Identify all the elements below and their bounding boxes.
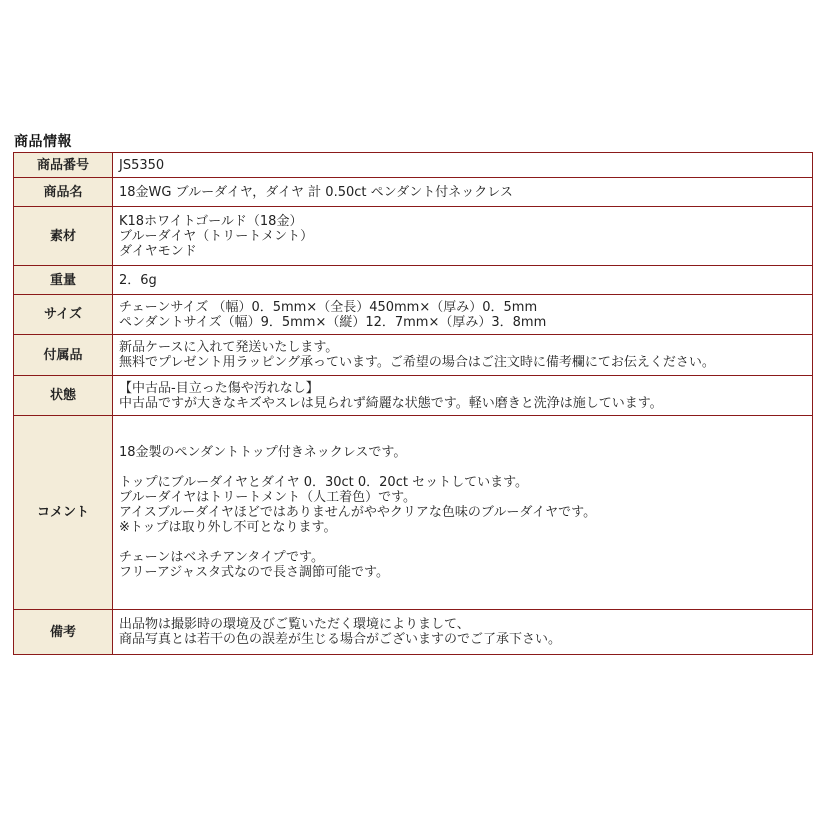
value-line: チェーンはベネチアンタイプです。 (119, 550, 325, 565)
value-line: 18金WG ブルーダイヤ，ダイヤ 計 0.50ct ペンダント付ネックレス (119, 184, 513, 200)
row-label-comment: コメント (14, 416, 113, 610)
row-label-material: 素材 (14, 207, 113, 266)
row-label-remarks: 備考 (14, 610, 113, 655)
value-line: ブルーダイヤはトリートメント（人工着色）です。 (119, 490, 417, 505)
value-line: K18ホワイトゴールド（18金） (119, 213, 303, 229)
value-line: JS5350 (119, 157, 165, 173)
row-value-product-number (113, 153, 813, 178)
info-row-comment (14, 416, 813, 610)
row-label-product-name: 商品名 (14, 178, 113, 207)
info-row-accessories (14, 335, 813, 376)
value-line: トップにブルーダイヤとダイヤ 0．30ct 0．20ct セットしています。 (119, 475, 529, 490)
value-line: 2．6g (119, 272, 157, 288)
row-value-size (113, 295, 813, 335)
value-line: チェーンサイズ （幅）0．5mm×（全長）450mm×（厚み）0．5mm (119, 299, 538, 315)
value-line: 18金製のペンダントトップ付きネックレスです。 (119, 445, 407, 460)
value-line (119, 535, 806, 550)
value-line: ダイヤモンド (119, 243, 197, 259)
value-line (119, 460, 806, 475)
value-line: ブルーダイヤ（トリートメント） (119, 228, 314, 244)
value-line: 【中古品-目立った傷や汚れなし】 (119, 380, 319, 396)
value-line (119, 430, 806, 445)
row-label-size: サイズ (14, 295, 113, 335)
row-label-condition: 状態 (14, 376, 113, 416)
info-row-product-name (14, 178, 813, 207)
row-value-accessories (113, 335, 813, 376)
section-title: 商品情報 (14, 134, 72, 150)
row-value-comment (113, 416, 813, 610)
info-row-remarks (14, 610, 813, 655)
row-value-material (113, 207, 813, 266)
row-value-remarks (113, 610, 813, 655)
value-line: 新品ケースに入れて発送いたします。 (119, 340, 339, 355)
product-info-table (13, 152, 813, 655)
row-value-weight (113, 266, 813, 295)
info-row-material (14, 207, 813, 266)
info-row-condition (14, 376, 813, 416)
row-label-weight: 重量 (14, 266, 113, 295)
product-info-body (14, 153, 813, 655)
value-line: ※トップは取り外し不可となります。 (119, 520, 337, 535)
row-label-accessories: 付属品 (14, 335, 113, 376)
value-line: 中古品ですが大きなキズやスレは見られず綺麗な状態です。軽い磨きと洗浄は施しています。 (119, 395, 663, 411)
value-line: フリーアジャスタ式なので長さ調節可能です。 (119, 565, 390, 580)
info-row-size (14, 295, 813, 335)
value-line: 出品物は撮影時の環境及びご覧いただく環境によりまして、 (119, 617, 470, 632)
value-line: 商品写真とは若干の色の誤差が生じる場合がございますのでご了承下さい。 (119, 632, 562, 647)
value-line: アイスブルーダイヤほどではありませんがややクリアな色味のブルーダイヤです。 (119, 505, 597, 520)
value-line: ペンダントサイズ（幅）9．5mm×（縦）12．7mm×（厚み）3．8mm (119, 314, 547, 330)
row-label-product-number: 商品番号 (14, 153, 113, 178)
value-line (119, 580, 806, 595)
info-row-product-number (14, 153, 813, 178)
row-value-condition (113, 376, 813, 416)
value-line: 無料でプレゼント用ラッピング承っています。ご希望の場合はご注文時に備考欄にてお伝えください。 (119, 355, 715, 370)
row-value-product-name (113, 178, 813, 207)
info-row-weight (14, 266, 813, 295)
